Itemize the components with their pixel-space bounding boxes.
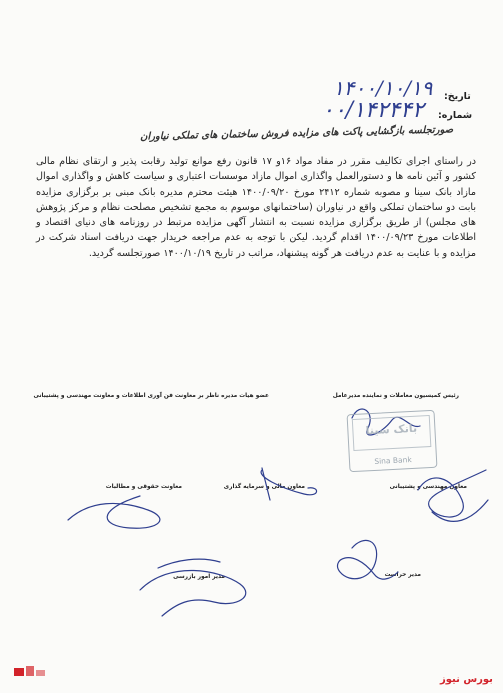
signatory-legal-deputy: معاونت حقوقی و مطالبات	[105, 484, 182, 490]
number-value: ۰۰/۱۴۲۴۴۲	[322, 98, 424, 123]
signature-engineering-deputy	[418, 470, 486, 517]
signature-inspection-manager-stroke	[158, 559, 220, 568]
signatory-engineering-deputy: معاون مهندسی و پشتیبانی	[389, 484, 467, 490]
bank-stamp	[347, 410, 438, 473]
date-label: تاریخ:	[444, 91, 471, 102]
stamp-text-fa: بانک سینا	[365, 421, 418, 438]
number-label: شماره:	[438, 110, 473, 121]
stamp-text-en: Sina Bank	[374, 455, 412, 466]
signatory-board-member: عضو هیات مدیره ناظر بر معاونت فن آوری اطلاعات و معاونت مهندسی و پشتیبانی	[33, 393, 269, 399]
date-value: ۱۴۰۰/۱۰/۱۹	[333, 76, 433, 100]
watermark-brand: بورس نیوز	[440, 674, 493, 685]
signature-security-manager	[338, 540, 398, 579]
signatory-finance-deputy: معاون مالی و سرمایه گذاری	[223, 484, 305, 490]
signature-legal-deputy	[68, 496, 160, 528]
signature-inspection-manager	[140, 570, 246, 616]
body-text: در راستای اجرای تکالیف مقرر در مفاد مواد ۱۶و ۱۷ قانون رفع موانع تولید رقابت پذیر و ارتقای نظام مالی کشور و آئین نامه ها و دستورالعمل واگذاری اموال مازاد موسسات اعتباری و سیاست کاهش و واگذاری اموال مازاد بانک سینا و مصوبه شماره ۲۴۱۲ مورخ ۱۴۰۰/۰۹/۲۰ هیئت محترم مدیره بانک مبنی بر برگزاری مزایده بابت دو ساختمان تملکی واقع در نیاوران (ساختمانهای موسوم به مجمع تشخیص مصلحت نظام و مرکز پژوهش های مجلس) از طریق برگزاری مزایده نسبت به انتشار آگهی مزایده مرتبط در روزنامه های دنیای اقتصاد و اطلاعات مورخ ۱۴۰۰/۰۹/۲۳ اقدام گردید. لیکن با توجه به عدم مراجعه خریدار جهت دریافت اسناد شرکت در مزایده و با عنایت به عدم دریافت هر گونه پیشنهاد، مراتب در تاریخ ۱۴۰۰/۱۰/۱۹ صورتجلسه گردید.	[36, 156, 476, 259]
signature-finance-deputy-stroke	[262, 468, 270, 500]
signatory-security-manager: مدیر حراست	[384, 572, 421, 578]
bourse-news-logo-icon	[14, 664, 46, 678]
signatory-inspection-manager: مدیر امور بازرسی	[173, 574, 225, 580]
signature-finance-deputy	[261, 470, 316, 495]
signature-engineering-deputy-stroke	[432, 500, 488, 521]
document-heading: صورتجلسه بازگشایی پاکت های مزایده فروش ساختمان های تملکی نیاوران	[139, 124, 454, 143]
signatory-commission-head: رئیس کمیسیون معاملات و نماینده مدیرعامل	[332, 393, 459, 399]
